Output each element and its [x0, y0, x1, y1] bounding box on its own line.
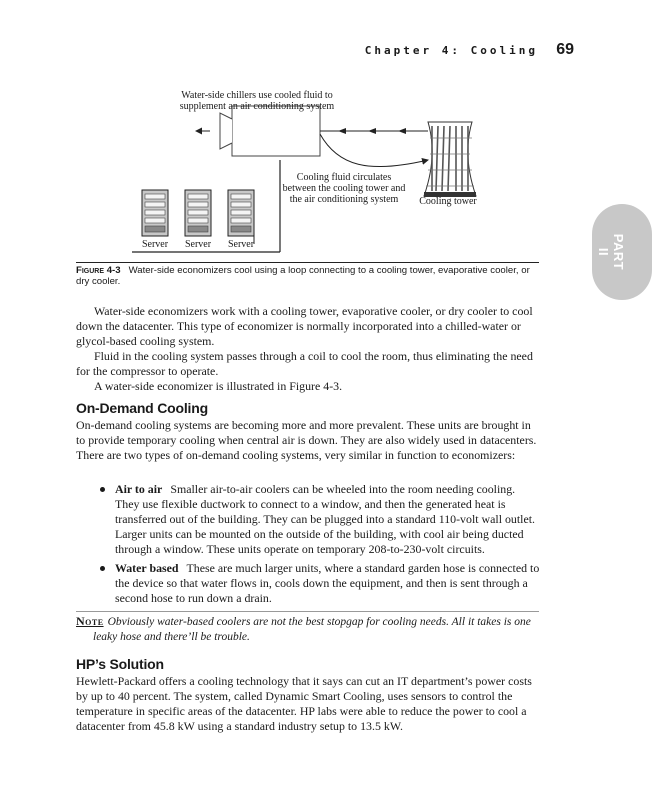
tower-label: Cooling tower: [419, 196, 477, 207]
fluid-label: Cooling fluid circulates between the cooling tower and the air conditioning system: [282, 172, 406, 205]
server-icon: [142, 190, 168, 236]
section-heading-ondemand: On-Demand Cooling: [76, 400, 208, 416]
part-tab-label: PART II: [596, 233, 626, 271]
paragraph: A water-side economizer is illustrated in Figure 4-3.: [94, 379, 343, 393]
note-box: [76, 614, 540, 645]
running-header: [0, 40, 614, 60]
ondemand-intro: [76, 418, 540, 463]
part-tab: [592, 204, 652, 300]
bullet-term: Water based: [115, 561, 179, 575]
list-item: [92, 561, 540, 606]
server-icon: [185, 190, 211, 236]
list-item: [92, 482, 540, 557]
hp-section: [76, 674, 540, 734]
note-text-line1: Obviously water-based coolers are not the best stopgap for cooling needs. All it takes is one: [107, 616, 531, 628]
paragraph: Fluid in the cooling system passes through a coil to cool the room, thus eliminating the need for the compressor to operate.: [76, 349, 533, 378]
server-label: Server: [184, 239, 212, 250]
bullet-text: These are much larger units, where a standard garden hose is connected to the device so that water flows in, cools down the equipment, and then is sent through a second hose to run down a drain.: [115, 561, 540, 605]
chiller-label: Water-side chillers use cooled fluid to supplement an air conditioning system: [179, 90, 335, 112]
chapter-title: Chapter 4: Cooling: [364, 44, 538, 57]
cooling-tower-icon: [424, 122, 476, 197]
paragraph: Hewlett-Packard offers a cooling technology that it says can cut an IT department’s power costs by up to 40 percent. The system, called Dynamic Smart Cooling, uses sensors to control the temperature in specific areas of the datacenter. HP labs were able to reduce the power to cool a datacenter from 45.8 kW using a standard industry setup to 13.5 kW.: [76, 674, 532, 733]
note-text-line2: leaky hose and there’ll be trouble.: [93, 631, 250, 643]
figure-4-3: [76, 86, 546, 266]
server-label: Server: [141, 239, 169, 250]
caption-rule: [76, 262, 539, 263]
bullet-list: [92, 482, 540, 610]
figure-caption: [76, 265, 542, 287]
fluid-loop: [320, 128, 428, 167]
server-label: Server: [227, 239, 255, 250]
paragraph: Water-side economizers work with a cooling tower, evaporative cooler, or dry cooler to cool down the datacenter. This type of economizer is normally incorporated into a chilled-water or glycol-based cooling system.: [76, 304, 533, 348]
server-icon: [228, 190, 254, 236]
figure-number: Figure 4-3: [76, 265, 121, 276]
caption-text: Water-side economizers cool using a loop connecting to a cooling tower, evaporative cooler, or dry cooler.: [76, 265, 530, 287]
note-rule: [76, 611, 539, 612]
bullet-text: Smaller air-to-air coolers can be wheeled into the room needing cooling. They use flexible ductwork to connect to a window, and then the generated heat is transferred out of the building. They can be plugged into a standard 110-volt wall outlet. Larger units can be mounted on the outside of the building, with cool air being ducted through a window. These units operate on temporary 208-to-230-volt circuits.: [115, 482, 536, 556]
section-heading-hp: HP’s Solution: [76, 656, 164, 672]
bullet-term: Air to air: [115, 482, 163, 496]
bullet-icon: [100, 487, 105, 492]
page-number: 69: [556, 41, 574, 58]
note-label: Note: [76, 614, 104, 628]
paragraph: On-demand cooling systems are becoming more and more prevalent. These units are brought in to provide temporary cooling when central air is down. They are also widely used in datacenters. There are two types of on-demand cooling systems, very similar in function to economizers:: [76, 418, 537, 462]
intro-paragraphs: [76, 304, 540, 394]
chiller-unit: [196, 106, 320, 156]
bullet-icon: [100, 566, 105, 571]
